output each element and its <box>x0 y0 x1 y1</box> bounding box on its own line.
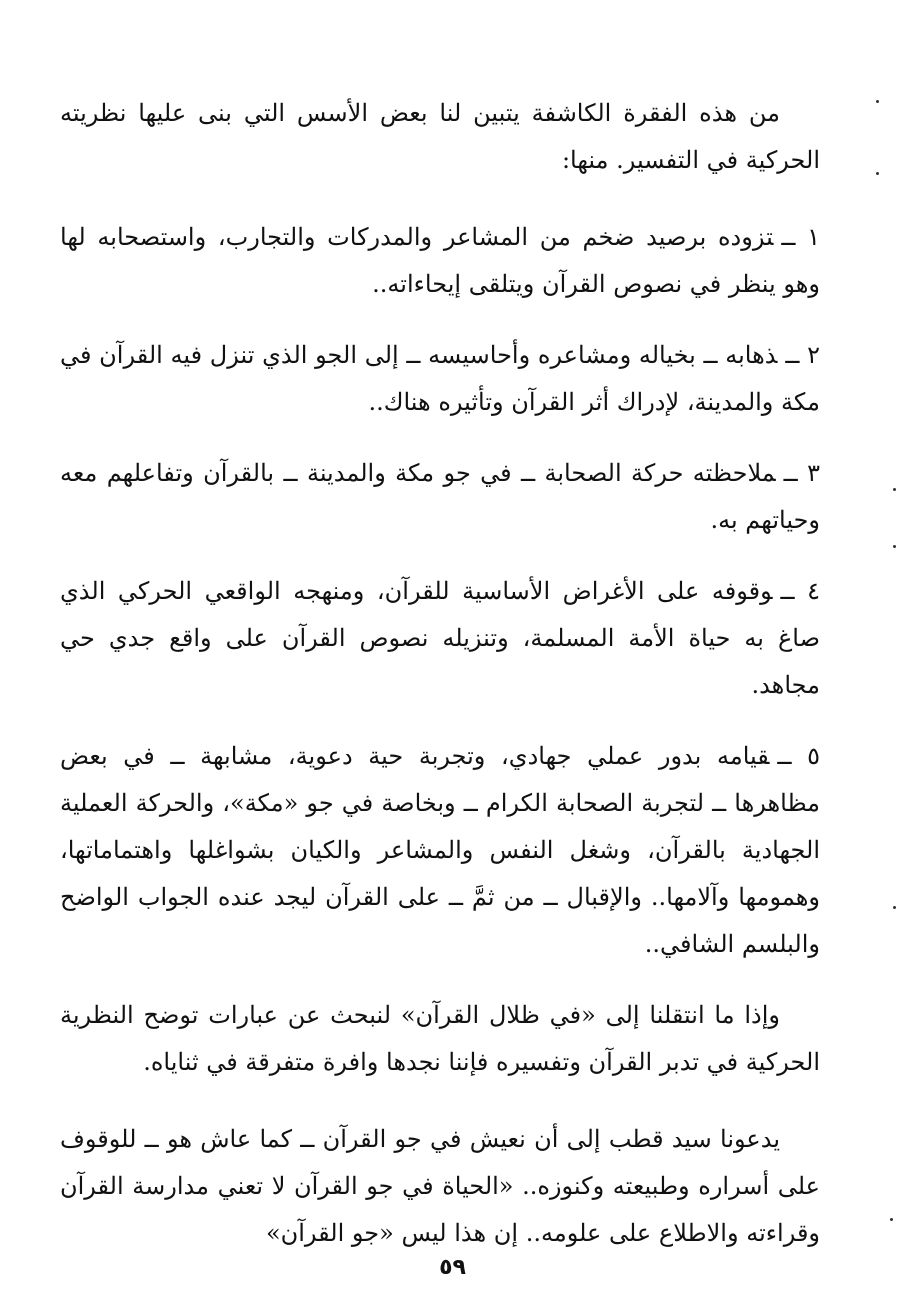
list-item-3 <box>60 450 820 544</box>
scan-speck <box>876 172 879 175</box>
list-item-number: ٣ ــ <box>783 459 820 487</box>
list-item-text: تزوده برصيد ضخم من المشاعر والمدركات والتجارب، واستصحابه لها وهو ينظر في نصوص القرآن ويتلقى إيحاءاته.. <box>60 223 820 298</box>
list-item-1 <box>60 214 820 308</box>
list-item-text: قيامه بدور عملي جهادي، وتجربة حية دعوية، مشابهة ــ في بعض مظاهرها ــ لتجربة الصحابة الكرام ــ وبخاصة في جو «مكة»، والحركة العملية الجهادية بالقرآن، وشغل النفس والمشاعر والكيان بشواغلها واهتماماتها، وهمومها وآلامها.. والإقبال ــ من ثمَّ ــ على القرآن ليجد عنده الجواب الواضح والبلسم الشافي.. <box>60 742 820 958</box>
list-item-5 <box>60 733 820 968</box>
scan-speck <box>890 1218 893 1221</box>
list-item-text: ذهابه ــ بخياله ومشاعره وأحاسيسه ــ إلى الجو الذي تنزل فيه القرآن في مكة والمدينة، لإدراك أثر القرآن وتأثيره هناك.. <box>60 341 820 416</box>
scan-speck <box>893 545 896 548</box>
list-item-number: ٥ ــ <box>777 742 820 770</box>
list-item-number: ٤ ــ <box>780 577 820 605</box>
page-number: ٥٩ <box>439 1255 466 1280</box>
page-body <box>60 90 820 1287</box>
list-item-4 <box>60 568 820 709</box>
paragraph-3: يدعونا سيد قطب إلى أن نعيش في جو القرآن ــ كما عاش هو ــ للوقوف على أسراره وطبيعته وكنوزه.. «الحياة في جو القرآن لا تعني مدارسة القرآن وقراءته والاطلاع على علومه.. إن هذا ليس «جو القرآن» <box>60 1125 820 1247</box>
intro-paragraph: من هذه الفقرة الكاشفة يتبين لنا بعض الأسس التي بنى عليها نظريته الحركية في التفسير. منها: <box>60 99 820 174</box>
list-item-number: ٢ ــ <box>785 341 820 369</box>
paragraph-2: وإذا ما انتقلنا إلى «في ظلال القرآن» لنبحث عن عبارات توضح النظرية الحركية في تدبر القرآن وتفسيره فإننا نجدها وافرة متفرقة في ثناياه. <box>60 1001 820 1076</box>
scan-speck <box>893 906 896 909</box>
list-item-text: وقوفه على الأغراض الأساسية للقرآن، ومنهجه الواقعي الحركي الذي صاغ به حياة الأمة المسلمة، وتنزيله نصوص القرآن على واقع جدي حي مجاهد. <box>60 577 820 699</box>
scan-speck <box>876 100 879 103</box>
scan-speck <box>893 488 896 491</box>
list-item-2 <box>60 332 820 426</box>
list-item-number: ١ ــ <box>781 223 820 251</box>
list-item-text: ملاحظته حركة الصحابة ــ في جو مكة والمدينة ــ بالقرآن وتفاعلهم معه وحياتهم به. <box>60 459 820 534</box>
